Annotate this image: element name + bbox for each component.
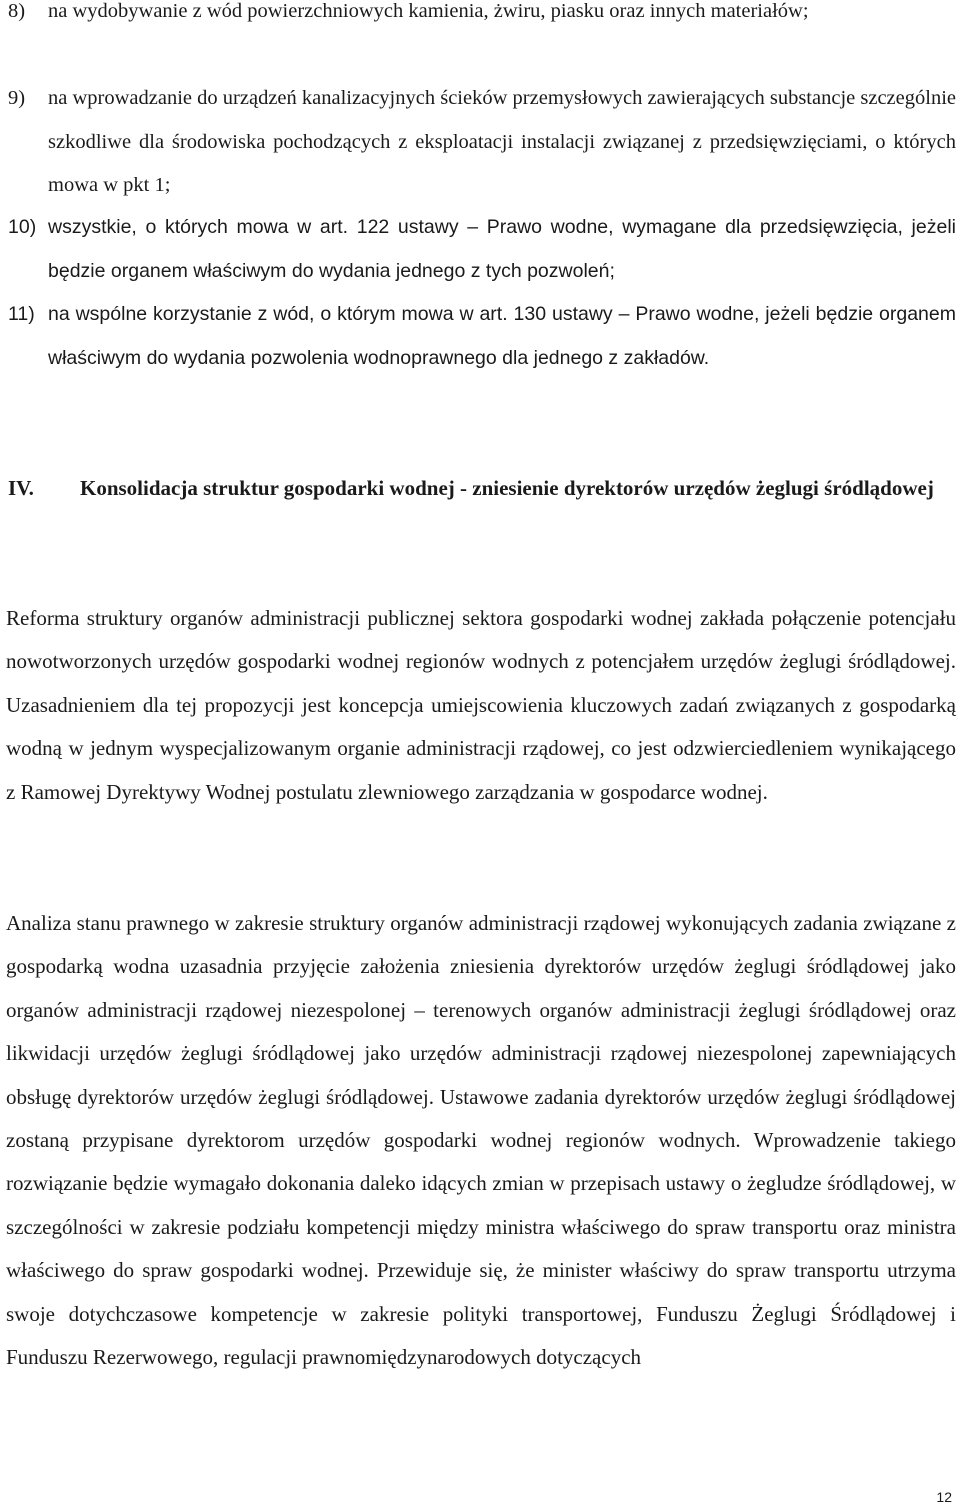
section-title: Konsolidacja struktur gospodarki wodnej - zniesienie dyrektorów urzędów żeglugi śródlądowej	[80, 476, 934, 500]
list-item-10	[8, 206, 956, 293]
list-item-number: 8)	[8, 0, 26, 22]
list-item-text: na wydobywanie z wód powierzchniowych kamienia, żwiru, piasku oraz innych materiałów;	[48, 0, 809, 22]
list-item-number: 9)	[8, 87, 26, 109]
list-item-text: na wspólne korzystanie z wód, o którym mowa w art. 130 ustawy – Prawo wodne, jeżeli będzie organem właściwym do wydania pozwolenia wodnoprawnego dla jednego z zakładów.	[48, 303, 956, 369]
list-item-8	[8, 0, 956, 34]
section-number: IV.	[8, 476, 34, 500]
list-item-11	[8, 293, 956, 380]
page-number: 12	[936, 1489, 952, 1505]
paragraph-reforma: Reforma struktury organów administracji publicznej sektora gospodarki wodnej zakłada połączenie potencjału nowotworzonych urzędów gospodarki wodnej regionów wodnych z potencjałem urzędów żeglugi śródlądowej. Uzasadnieniem dla tej propozycji jest koncepcja umiejscowienia kluczowych zadań związanych z gospodarką wodną w jednym wyspecjalizowanym organie administracji rządowej, co jest odzwierciedleniem wynikającego z Ramowej Dyrektywy Wodnej postulatu zlewniowego zarządzania w gospodarce wodnej.	[6, 606, 956, 804]
section-heading	[8, 466, 956, 511]
paragraph-analiza: Analiza stanu prawnego w zakresie struktury organów administracji rządowej wykonujących zadania związane z gospodarką wodna uzasadnia przyjęcie założenia zniesienia dyrektorów urzędów żeglugi śródlądowej jako organów administracji rządowej niezespolonej – terenowych organów administracji żeglugi śródlądowej oraz likwidacji urzędów żeglugi śródlądowej jako urzędów administracji rządowej niezespolonej zapewniających obsługę dyrektorów urzędów żeglugi śródlądowej. Ustawowe zadania dyrektorów urzędów żeglugi śródlądowej zostaną przypisane dyrektorom urzędów gospodarki wodnej regionów wodnych. Wprowadzenie takiego rozwiązanie będzie wymagało dokonania daleko idących zmian w przepisach ustawy o żegludze śródlądowej, w szczególności w zakresie podziału kompetencji między ministra właściwego do spraw transportu oraz ministra właściwego do spraw gospodarki wodnej. Przewiduje się, że minister właściwy do spraw transportu utrzyma swoje dotychczasowe kompetencje w zakresie polityki transportowej, Funduszu Żeglugi Śródlądowej i Funduszu Rezerwowego, regulacji prawnomiędzynarodowych dotyczących	[6, 911, 956, 1370]
list-item-9	[8, 77, 956, 208]
list-item-text: wszystkie, o których mowa w art. 122 ustawy – Prawo wodne, wymagane dla przedsięwzięcia, jeżeli będzie organem właściwym do wydania jednego z tych pozwoleń;	[48, 216, 956, 282]
list-item-number: 10)	[8, 216, 37, 238]
list-item-number: 11)	[8, 303, 35, 325]
list-item-text: na wprowadzanie do urządzeń kanalizacyjnych ścieków przemysłowych zawierających substancje szczególnie szkodliwe dla środowiska pochodzących z eksploatacji instalacji związanej z przedsięwzięciami, o których mowa w pkt 1;	[48, 87, 956, 196]
